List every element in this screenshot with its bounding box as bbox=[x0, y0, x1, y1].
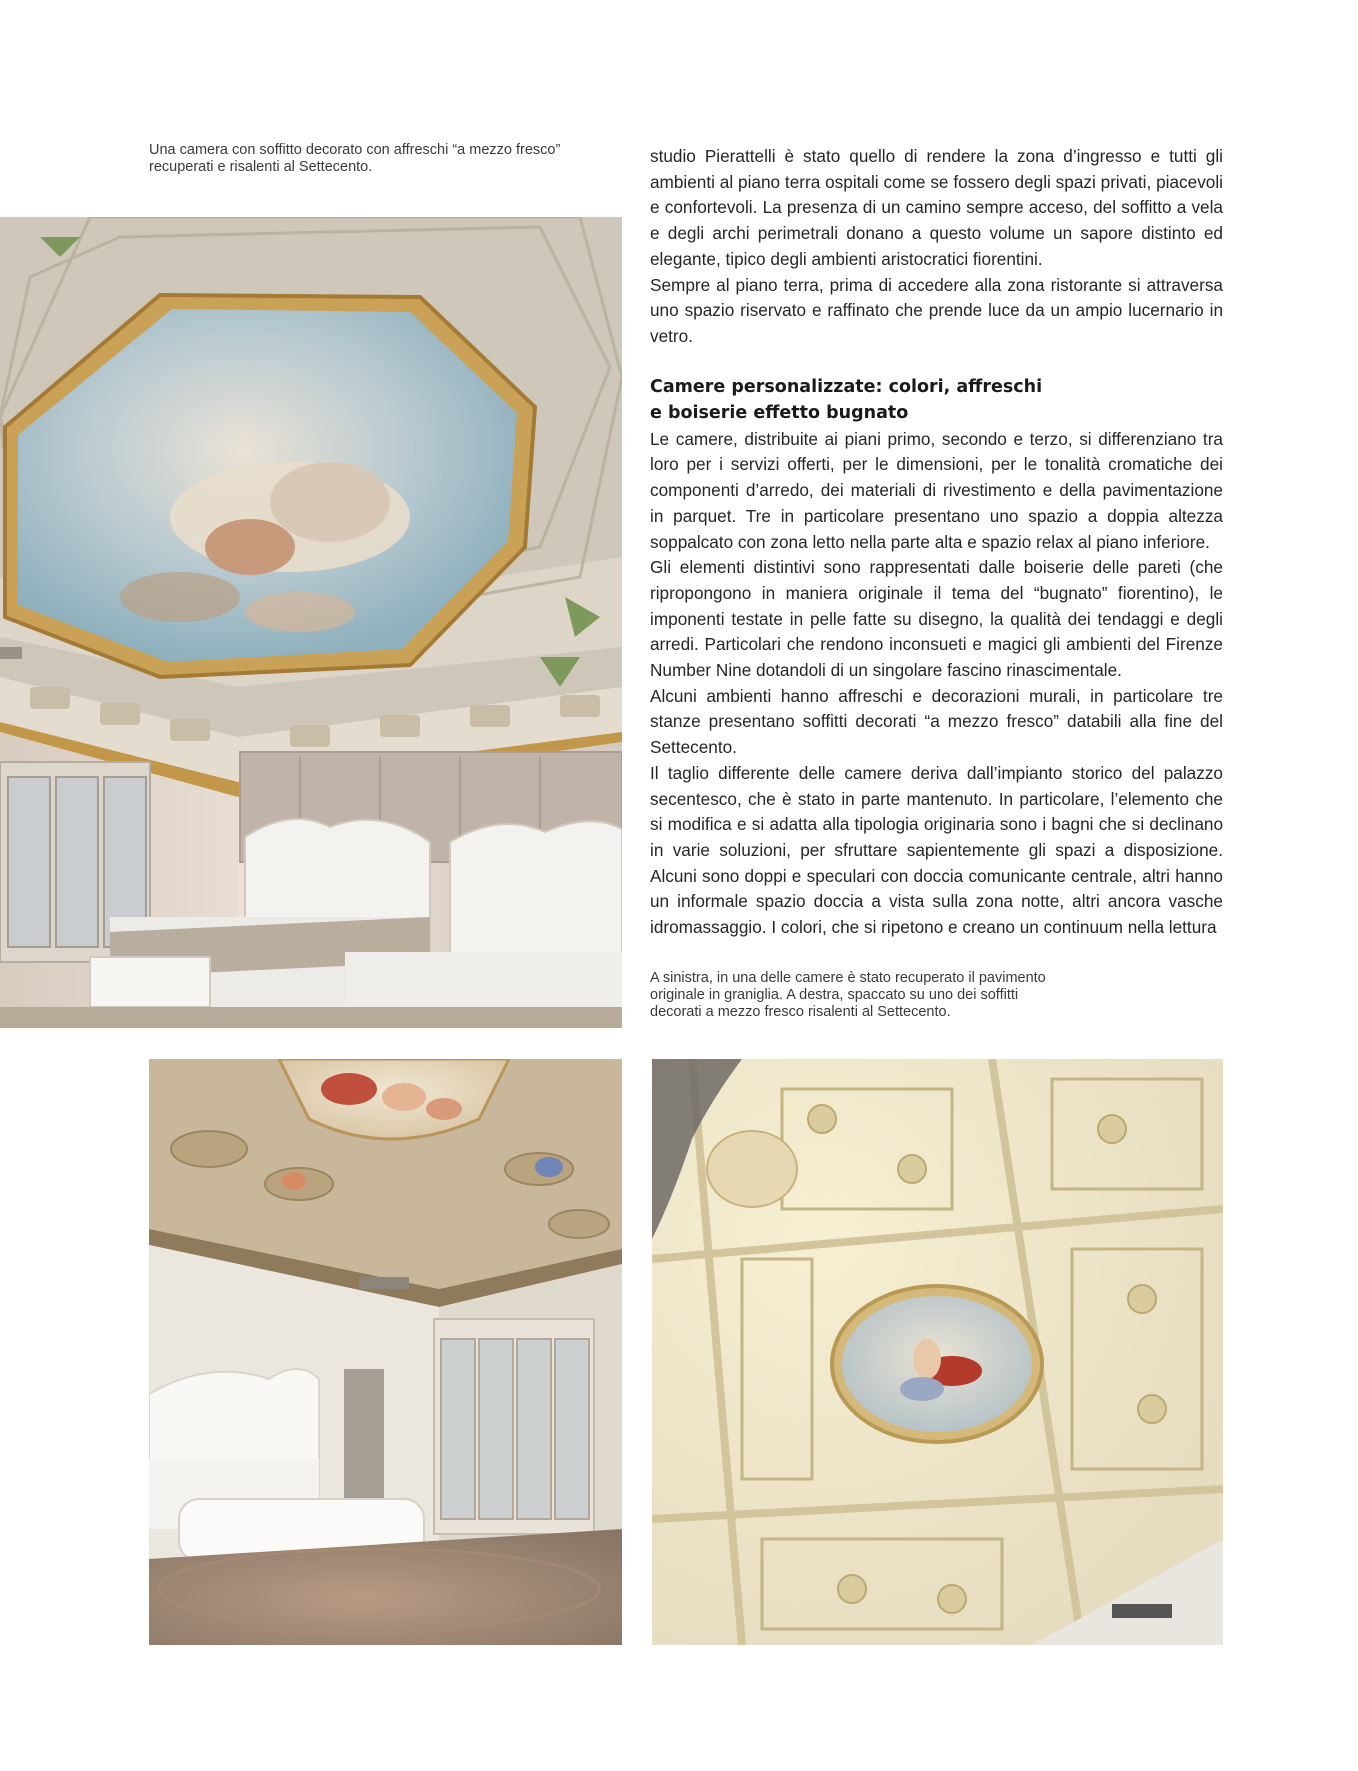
article-body bbox=[650, 144, 1223, 941]
photo-frescoed-ceiling-detail bbox=[652, 1059, 1223, 1645]
body-paragraph-3: Alcuni ambienti hanno affreschi e decorazioni murali, in particolare tre stanze presentano soffitti decorati “a mezzo fresco” databili alla fine del Settecento. bbox=[650, 685, 1223, 758]
intro-paragraph-2: Sempre al piano terra, prima di accedere alla zona ristorante si attraversa uno spazio riservato e raffinato che prende luce da un ampio lucernario in vetro. bbox=[650, 274, 1223, 346]
section-heading-line-1: Camere personalizzate: colori, affreschi bbox=[650, 377, 1043, 398]
caption-top-photo: Una camera con soffitto decorato con affreschi “a mezzo fresco” recuperati e risalenti al Settecento. bbox=[149, 142, 561, 175]
photo-frescoed-bedroom bbox=[0, 217, 622, 1028]
section-heading bbox=[650, 375, 1223, 426]
intro-paragraph-1: studio Pierattelli è stato quello di rendere la zona d’ingresso e tutti gli ambienti al piano terra ospitali come se fossero degli spazi privati, piacevoli e confortevoli. La presenza di un camino sempre acceso, del soffitto a vela e degli archi perimetrali donano a questo volume un sapore distinto ed elegante, tipico degli ambienti aristocratici fiorentini. bbox=[650, 146, 1223, 269]
body-paragraph-1: Le camere, distribuite ai piani primo, secondo e terzo, si differenziano tra loro per i servizi offerti, per le dimensioni, per le tonalità cromatiche dei componenti d’arredo, dei materiali di rivestimento e della pavimentazione in parquet. Tre in particolare presentano uno spazio a doppia altezza soppalcato con zona letto nella parte alta e spazio relax al piano inferiore. bbox=[650, 428, 1223, 552]
caption-bottom-photos: A sinistra, in una delle camere è stato recuperato il pavimento originale in graniglia. A destra, spaccato su uno dei soffitti decorati a mezzo fresco risalenti al Settecento. bbox=[650, 970, 1046, 1020]
body-paragraph-4: Il taglio differente delle camere deriva dall’impianto storico del palazzo secentesco, che è stato in parte mantenuto. In particolare, l’elemento che si modifica e si adatta alla tipologia originaria sono i bagni che si declinano in varie soluzioni, per sfruttare sapientemente gli spazi a disposizione. Alcuni sono doppi e speculari con doccia comunicante centrale, altri hanno un informale spazio doccia a vista sulla zona notte, altri ancora vasche idromassaggio. I colori, che si ripetono e creano un continuum nella lettura bbox=[650, 762, 1223, 938]
section-heading-line-2: e boiserie effetto bugnato bbox=[650, 403, 909, 424]
body-paragraph-2: Gli elementi distintivi sono rappresentati dalle boiserie delle pareti (che ripropongono in maniera originale il tema del “bugnato” fiorentino), le imponenti testate in pelle fatte su disegno, la qualità dei tendaggi e degli arredi. Particolari che rendono inconsueti e magici gli ambienti del Firenze Number Nine dotandoli di un singolare fascino rinascimentale. bbox=[650, 557, 1223, 681]
photo-bedroom-graniglia-floor bbox=[149, 1059, 622, 1645]
